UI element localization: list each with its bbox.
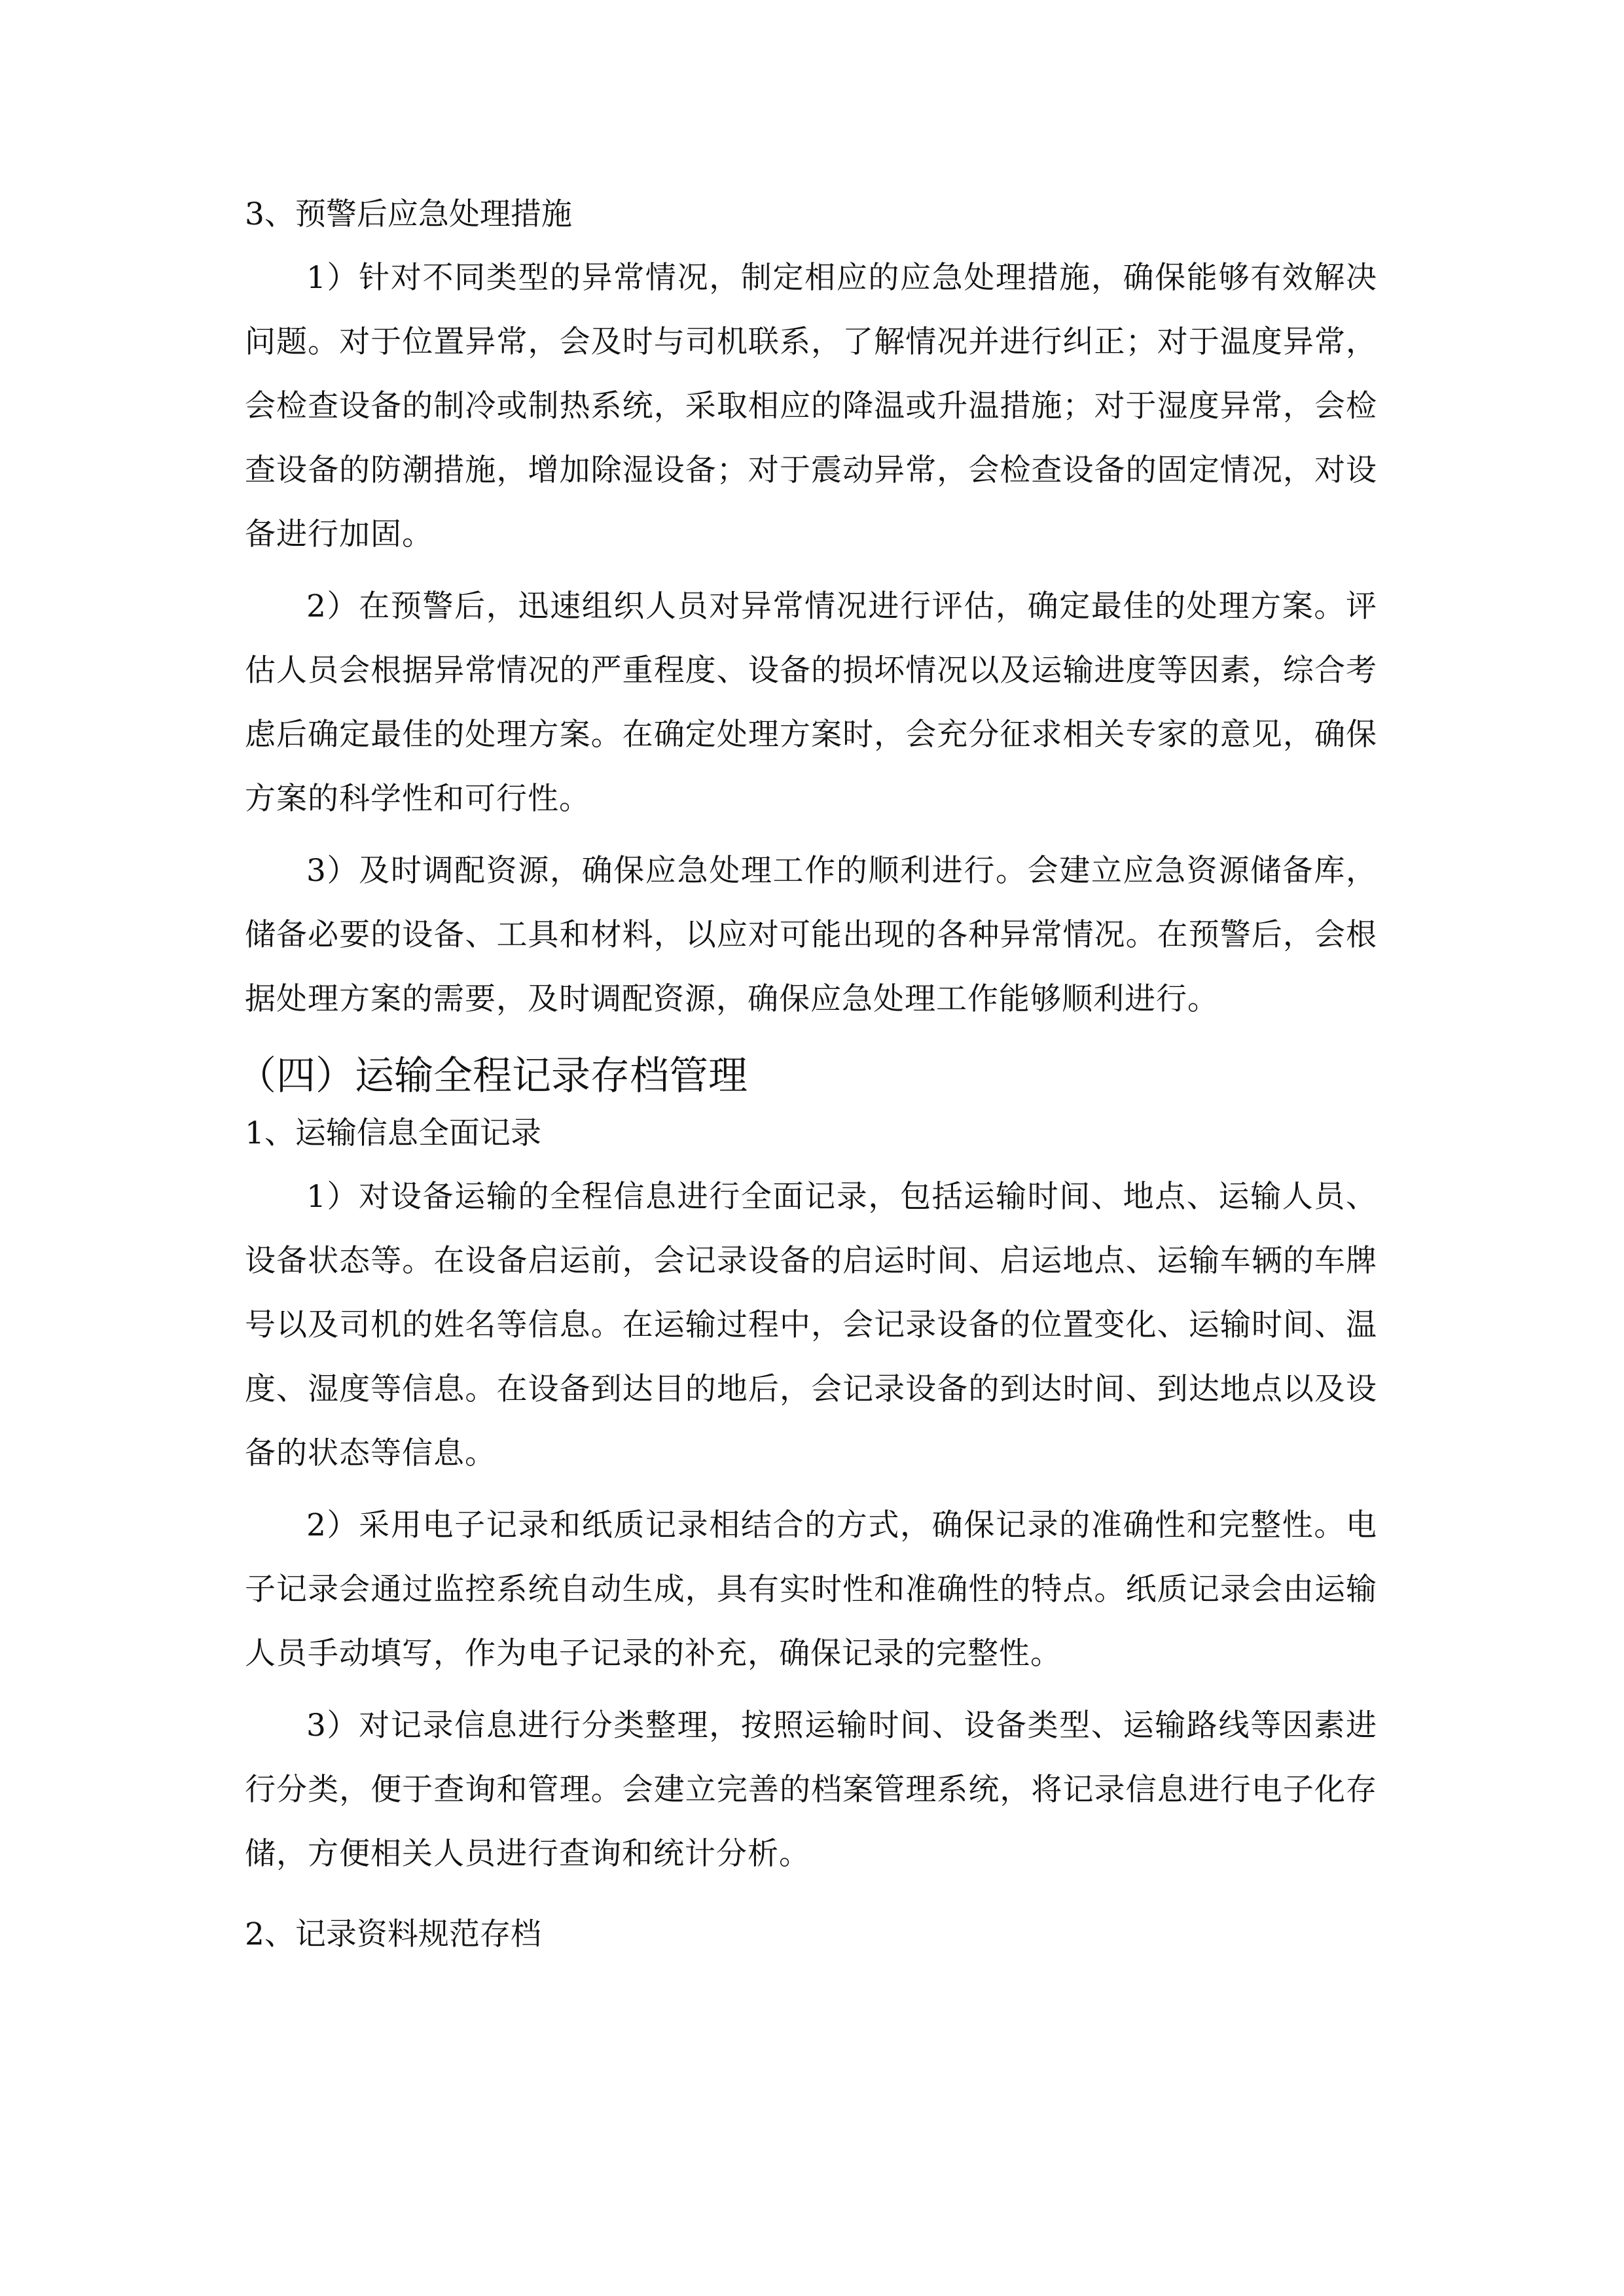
paragraph-record-1: 1）对设备运输的全程信息进行全面记录，包括运输时间、地点、运输人员、设备状态等。在设备启运前，会记录设备的启运时间、启运地点、运输车辆的车牌号以及司机的姓名等信息。在运输过程中，会记录设备的位置变化、运输时间、温度、湿度等信息。在设备到达目的地后，会记录设备的到达时间、到达地点以及设备的状态等信息。 (245, 1179, 1377, 1471)
paragraph-record-3: 3）对记录信息进行分类整理，按照运输时间、设备类型、运输路线等因素进行分类，便于查询和管理。会建立完善的档案管理系统，将记录信息进行电子化存储，方便相关人员进行查询和统计分析。 (245, 1708, 1377, 1872)
document-body (237, 190, 1377, 1960)
paragraph-emergency-measures-1: 1）针对不同类型的异常情况，制定相应的应急处理措施，确保能够有效解决问题。对于位置异常，会及时与司机联系，了解情况并进行纠正；对于温度异常，会检查设备的制冷或制热系统，采取相应的降温或升温措施；对于湿度异常，会检查设备的防潮措施，增加除湿设备；对于震动异常，会检查设备的固定情况，对设备进行加固。 (245, 260, 1377, 552)
paragraph-record-2: 2）采用电子记录和纸质记录相结合的方式，确保记录的准确性和完整性。电子记录会通过监控系统自动生成，具有实时性和准确性的特点。纸质记录会由运输人员手动填写，作为电子记录的补充，确保记录的完整性。 (245, 1507, 1377, 1672)
subheading-transport-info-record: 1、运输信息全面记录 (245, 1115, 541, 1151)
paragraph-emergency-measures-3: 3）及时调配资源，确保应急处理工作的顺利进行。会建立应急资源储备库，储备必要的设备、工具和材料，以应对可能出现的各种异常情况。在预警后，会根据处理方案的需要，及时调配资源，确保应急处理工作能够顺利进行。 (245, 853, 1377, 1017)
section-heading-record-archive: （四）运输全程记录存档管理 (237, 1053, 748, 1099)
subheading-emergency-measures: 3、预警后应急处理措施 (245, 196, 572, 232)
subheading-record-archiving: 2、记录资料规范存档 (245, 1916, 541, 1952)
paragraph-emergency-measures-2: 2）在预警后，迅速组织人员对异常情况进行评估，确定最佳的处理方案。评估人员会根据异常情况的严重程度、设备的损坏情况以及运输进度等因素，综合考虑后确定最佳的处理方案。在确定处理方案时，会充分征求相关专家的意见，确保方案的科学性和可行性。 (245, 588, 1377, 817)
